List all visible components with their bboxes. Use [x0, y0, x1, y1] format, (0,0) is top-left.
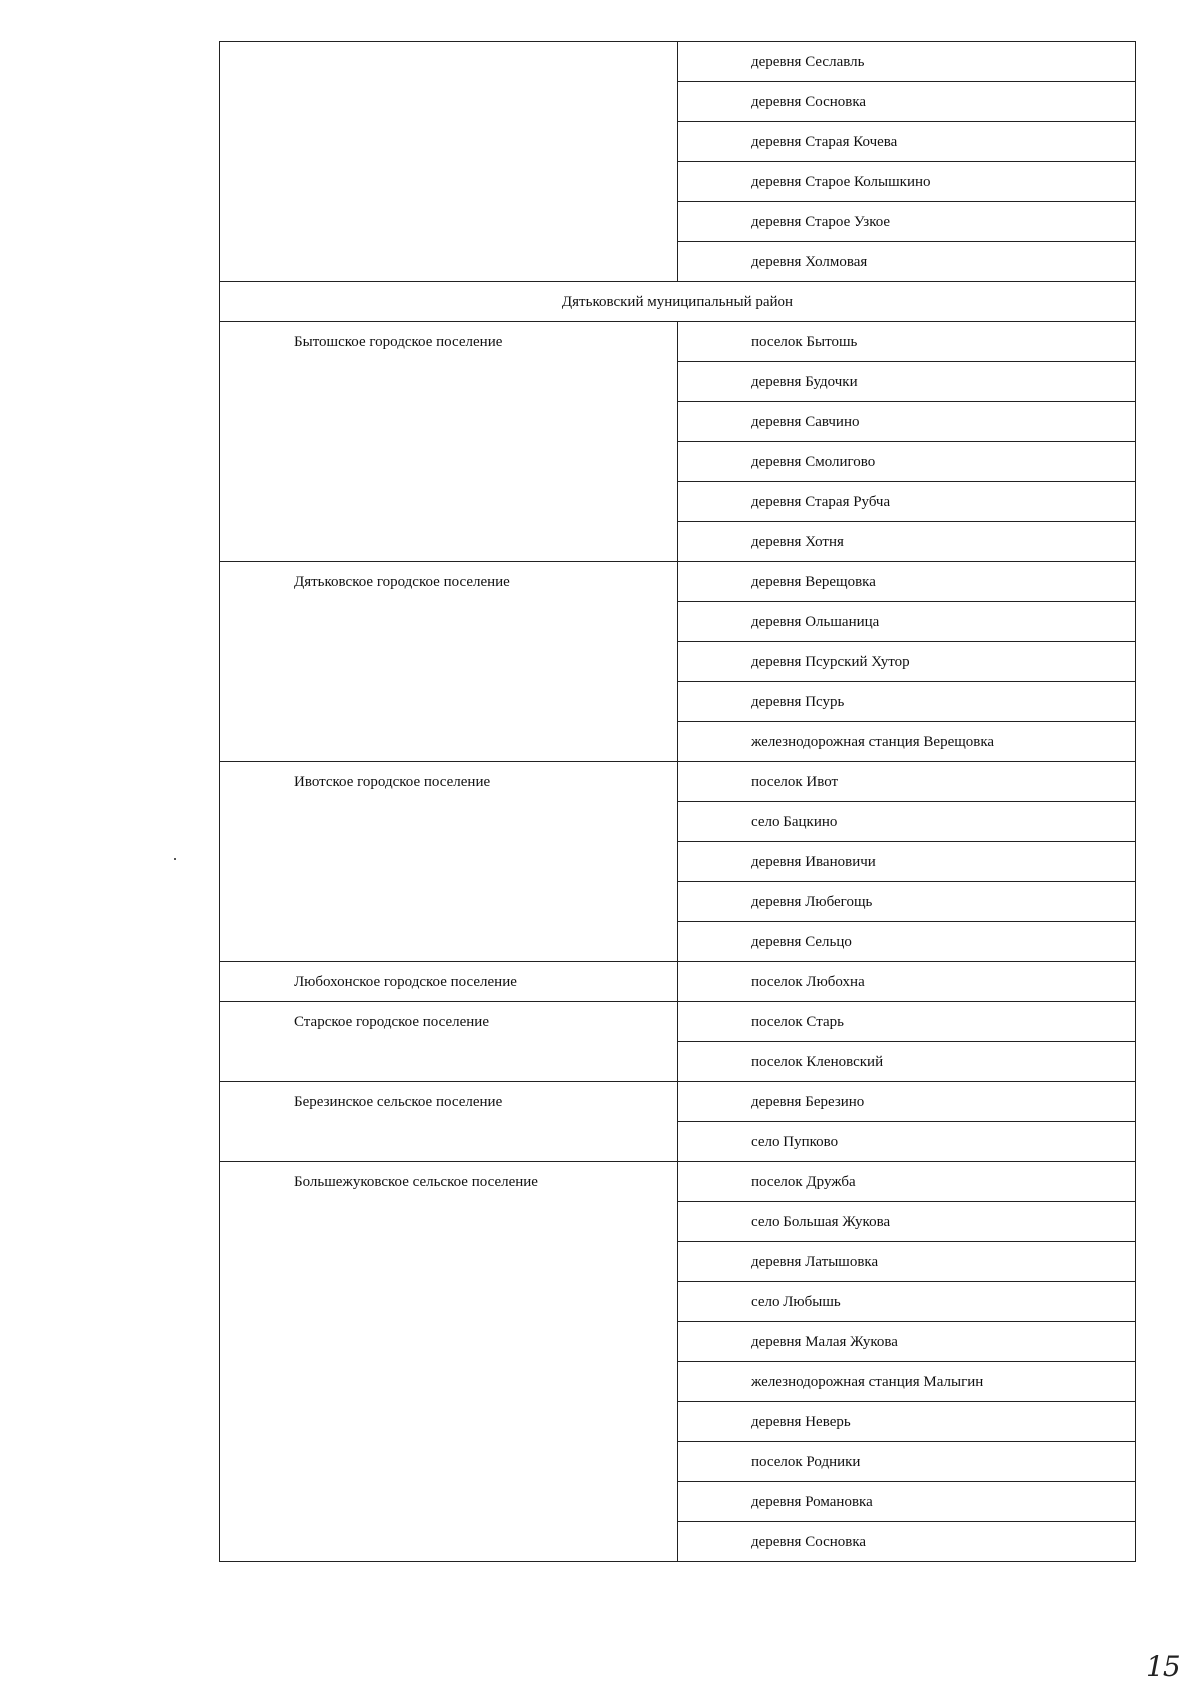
table-row — [220, 42, 1136, 82]
settlement-name: поселок Кленовский — [678, 1042, 1136, 1082]
settlement-group-name: Дятьковское городское поселение — [220, 562, 678, 762]
settlement-name: деревня Старая Кочева — [678, 122, 1136, 162]
settlement-name: деревня Малая Жукова — [678, 1322, 1136, 1362]
table-row — [220, 962, 1136, 1002]
settlement-name: железнодорожная станция Верещовка — [678, 722, 1136, 762]
settlement-name: поселок Бытошь — [678, 322, 1136, 362]
table-body — [220, 42, 1136, 1562]
settlement-name: село Любышь — [678, 1282, 1136, 1322]
settlement-group-name: Старское городское поселение — [220, 1002, 678, 1082]
settlement-name: деревня Холмовая — [678, 242, 1136, 282]
settlement-name: деревня Романовка — [678, 1482, 1136, 1522]
settlements-table — [219, 41, 1136, 1562]
settlement-name: деревня Любегощь — [678, 882, 1136, 922]
settlement-name: поселок Любохна — [678, 962, 1136, 1002]
settlement-name: деревня Ивановичи — [678, 842, 1136, 882]
settlement-name: деревня Сельцо — [678, 922, 1136, 962]
settlement-name: поселок Ивот — [678, 762, 1136, 802]
page-number: 15 — [1146, 1650, 1180, 1683]
table-row — [220, 762, 1136, 802]
settlement-name: село Большая Жукова — [678, 1202, 1136, 1242]
settlement-name: деревня Смолигово — [678, 442, 1136, 482]
settlement-name: поселок Старь — [678, 1002, 1136, 1042]
settlement-name: деревня Латышовка — [678, 1242, 1136, 1282]
settlement-group-name: Бытошское городское поселение — [220, 322, 678, 562]
settlement-name: поселок Родники — [678, 1442, 1136, 1482]
settlement-group-name: Березинское сельское поселение — [220, 1082, 678, 1162]
district-name: Дятьковский муниципальный район — [220, 282, 1136, 322]
settlement-name: деревня Березино — [678, 1082, 1136, 1122]
settlement-group-name: Ивотское городское поселение — [220, 762, 678, 962]
settlement-name: деревня Псурский Хутор — [678, 642, 1136, 682]
table-row — [220, 562, 1136, 602]
settlement-name: железнодорожная станция Малыгин — [678, 1362, 1136, 1402]
settlement-group-name: Большежуковское сельское поселение — [220, 1162, 678, 1562]
district-row — [220, 282, 1136, 322]
settlement-group-name — [220, 42, 678, 282]
table-row — [220, 322, 1136, 362]
settlement-name: деревня Будочки — [678, 362, 1136, 402]
settlement-name: деревня Сеславль — [678, 42, 1136, 82]
scan-speck — [174, 858, 176, 860]
settlement-name: деревня Псурь — [678, 682, 1136, 722]
settlement-name: деревня Ольшаница — [678, 602, 1136, 642]
settlement-name: деревня Старая Рубча — [678, 482, 1136, 522]
settlement-group-name: Любохонское городское поселение — [220, 962, 678, 1002]
table-row — [220, 1082, 1136, 1122]
settlement-name: село Бацкино — [678, 802, 1136, 842]
settlement-name: деревня Верещовка — [678, 562, 1136, 602]
settlement-name: деревня Старое Колышкино — [678, 162, 1136, 202]
settlement-name: деревня Старое Узкое — [678, 202, 1136, 242]
settlement-name: деревня Хотня — [678, 522, 1136, 562]
settlement-name: деревня Неверь — [678, 1402, 1136, 1442]
table-row — [220, 1162, 1136, 1202]
settlement-name: деревня Сосновка — [678, 82, 1136, 122]
settlement-name: поселок Дружба — [678, 1162, 1136, 1202]
settlement-name: село Пупково — [678, 1122, 1136, 1162]
settlement-name: деревня Сосновка — [678, 1522, 1136, 1562]
settlement-name: деревня Савчино — [678, 402, 1136, 442]
table-row — [220, 1002, 1136, 1042]
